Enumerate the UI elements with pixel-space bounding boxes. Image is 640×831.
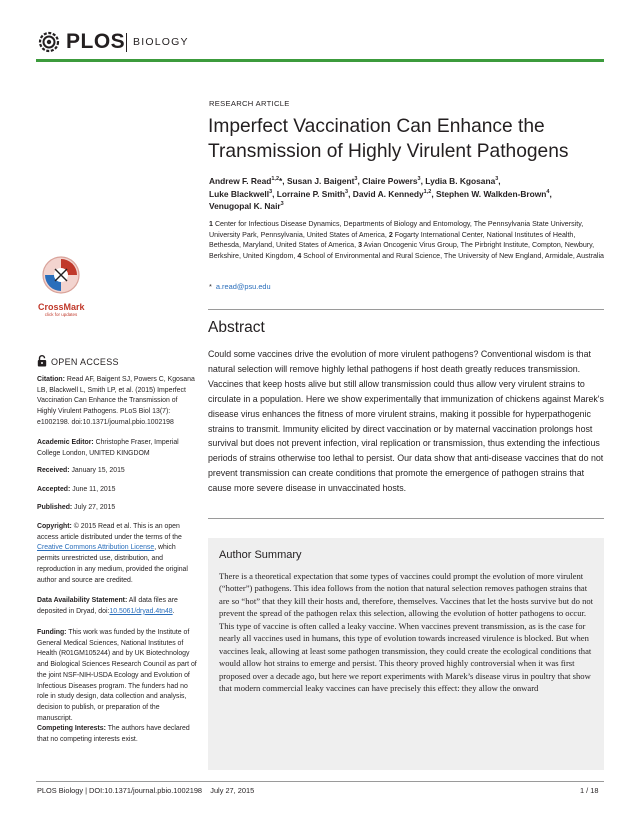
editor-block [37, 438, 197, 459]
crossmark-badge[interactable] [38, 255, 84, 319]
author-summary-text: There is a theoretical expectation that some types of vaccines could prompt the evolution of more virulent (“hotter”) pathogens. This idea follows from the notion that natural selection removes pathogen strains that are so “hot” that they kill their hosts and, therefore, themselves. Vaccines that let the hosts survive but do not prevent the spread of the pathogen relax this selection, allowing the evolution of hotter pathogens to occur. This type of vaccine is often called a leaky vaccine. When vaccines prevent transmission, as is the case for nearly all vaccines used in humans, this type of evolution towards increased virulence is blocked. But when vaccines leak, allowing at least some pathogen transmission, they could create the ecological conditions that would allow hot strains to emerge and persist. This theory proved highly controversial when it was first proposed over a decade ago, but here we report experiments with Marek’s disease virus in poultry that show that modern commercial leaky vaccines can have precisely this effect: they allow the onward [219, 571, 594, 694]
competing-interests-block [37, 724, 197, 745]
competing-interests-label: Competing Interests: [37, 725, 106, 732]
journal-name: BIOLOGY [133, 36, 189, 48]
author-summary-heading: Author Summary [219, 549, 302, 561]
funding-label: Funding: [37, 629, 67, 636]
copyright-text: © 2015 Read et al. This is an open access article distributed under the terms of the [37, 523, 182, 541]
author[interactable]: Lorraine P. Smith$^3$, [276, 188, 353, 199]
dryad-link[interactable]: 10.5061/dryad.4tn48 [109, 607, 173, 615]
editor-label: Academic Editor: [37, 439, 94, 446]
email-link[interactable]: a.read@psu.edu [215, 282, 271, 291]
author[interactable]: Claire Powers$^3$, [362, 176, 426, 186]
author[interactable]: Lydia B. Kgosana$^3$, [425, 176, 501, 186]
citation-text: Read AF, Baigent SJ, Powers C, Kgosana LB, Blackwell L, Smith LP, et al. (2015) Imperfect Vaccination Can Enhance the Transmission of Highly Virulent Pathogens. PLoS Biol 13(7): e1002198. doi:10.1371/journal.pbio.1002198 [37, 376, 195, 426]
author[interactable]: Stephen W. Walkden-Brown$^4$, [435, 188, 552, 199]
crossmark-icon [41, 255, 81, 295]
author[interactable]: David A. Kennedy$^{1,2}$, [352, 188, 436, 199]
published-block [37, 503, 197, 514]
header-rule [36, 59, 604, 62]
affiliation-text: School of Environmental and Rural Science, The University of New England, Armidale, Australia [303, 251, 604, 260]
affiliation-text: Fogarty International Center, National Institutes of Health, Bethesda, Maryland, United States of America, [209, 230, 576, 250]
citation-block [37, 375, 197, 429]
received-block [37, 466, 197, 477]
affiliation-number: 1 [209, 220, 213, 228]
footer-rule [36, 781, 604, 782]
accepted-block [37, 485, 197, 496]
editor-text: Christophe Fraser, Imperial College London, UNITED KINGDOM [37, 439, 179, 457]
citation-label: Citation: [37, 376, 65, 383]
author[interactable]: Luke Blackwell$^3$, [209, 188, 277, 199]
corresponding-email[interactable] [209, 282, 271, 291]
plos-biology-logo[interactable] [36, 29, 196, 55]
author[interactable]: Venugopal K. Nair$^3$ [209, 201, 284, 211]
crossmark-sublabel: click for updates [44, 312, 78, 317]
license-link[interactable]: Creative Commons Attribution License [37, 544, 155, 552]
competing-interests-text: The authors have declared that no competing interests exist. [37, 725, 190, 743]
published-text: July 27, 2015 [74, 504, 116, 511]
data-availability-block [37, 596, 197, 617]
data-availability-label: Data Availability Statement: [37, 597, 128, 604]
affiliations [209, 219, 604, 261]
article-title: Imperfect Vaccination Can Enhance the Transmission of Highly Virulent Pathogens [208, 116, 569, 162]
data-availability-end: . [172, 607, 175, 615]
author-list [209, 175, 604, 213]
affiliation-number: 4 [297, 251, 302, 260]
logo-divider [126, 33, 127, 52]
crossmark-label: CrossMark [38, 302, 85, 312]
summary-rule [208, 518, 604, 519]
affiliation-number: 3 [358, 241, 363, 250]
copyright-label: Copyright: [37, 523, 72, 530]
affiliation-text: Center for Infectious Disease Dynamics, Departments of Biology and Entomology, The Pennsylvania State University, University Park, Pennsylvania, United States of America, [209, 220, 584, 239]
affiliation-number: 2 [388, 230, 393, 239]
accepted-text: June 11, 2015 [72, 486, 116, 493]
received-text: January 15, 2015 [71, 467, 125, 474]
logo-wordmark: PLOS [66, 30, 126, 53]
article-type: RESEARCH ARTICLE [209, 99, 290, 108]
open-access-badge [37, 355, 119, 369]
author[interactable]: Susan J. Baigent$^3$, [286, 176, 363, 186]
affiliation-text: Avian Oncogenic Virus Group, The Pirbright Institute, Compton, Newbury, Berkshire, United Kingdom, [209, 241, 595, 260]
funding-text: This work was funded by the Institute of General Medical Sciences, National Institutes of Health (R01GM105244) and by UK Biotechnology and Biological Sciences Research Council as part of the joint NSF-NIH-USDA Ecology and Evolution of Infectious Diseases program. The funders had no role in study design, data collection and analysis, decision to publish, or preparation of the manuscript. [37, 629, 197, 722]
copyright-block [37, 522, 197, 586]
received-label: Received: [37, 467, 70, 474]
plos-gear-icon [36, 29, 64, 55]
abstract-text: Could some vaccines drive the evolution of more virulent pathogens? Conventional wisdom is that natural selection will remove highly lethal pathogens if host death greatly reduces transmission. Vaccines that keep hosts alive but still allow transmission could thus allow very virulent strains to circulate in a population. Here we show experimentally that immunization of chickens against Marek's disease virus enhances the fitness of more virulent strains, making it possible for hyperpathogenic strains to transmit. Immunity elicited by direct vaccination or by maternal vaccination prolongs host survival but does not prevent infection, viral replication or transmission, thus extending the infectious periods of strains otherwise too lethal to persist. Our data show that anti-disease vaccines that do not prevent transmission can create conditions that promote the emergence of pathogen strains that cause more severe disease in unvaccinated hosts. [208, 349, 604, 494]
footer-citation: PLOS Biology | DOI:10.1371/journal.pbio.1002198 July 27, 2015 [37, 786, 255, 795]
accepted-label: Accepted: [37, 486, 71, 493]
published-label: Published: [37, 504, 73, 511]
correspondence-marker: * [209, 282, 212, 291]
abstract-heading: Abstract [208, 319, 265, 336]
author[interactable]: Andrew F. Read$^{1,2}$*, [209, 176, 287, 186]
open-access-label: OPEN ACCESS [51, 357, 119, 367]
page-number: 1 / 18 [580, 786, 599, 795]
data-availability-text: All data files are deposited in Dryad, doi: [37, 597, 178, 615]
funding-block [37, 628, 197, 724]
open-lock-icon [37, 355, 47, 369]
abstract-rule [208, 309, 604, 310]
copyright-text-end: , which permits unrestricted use, distribution, and reproduction in any medium, provided the original author and source are credited. [37, 544, 188, 584]
